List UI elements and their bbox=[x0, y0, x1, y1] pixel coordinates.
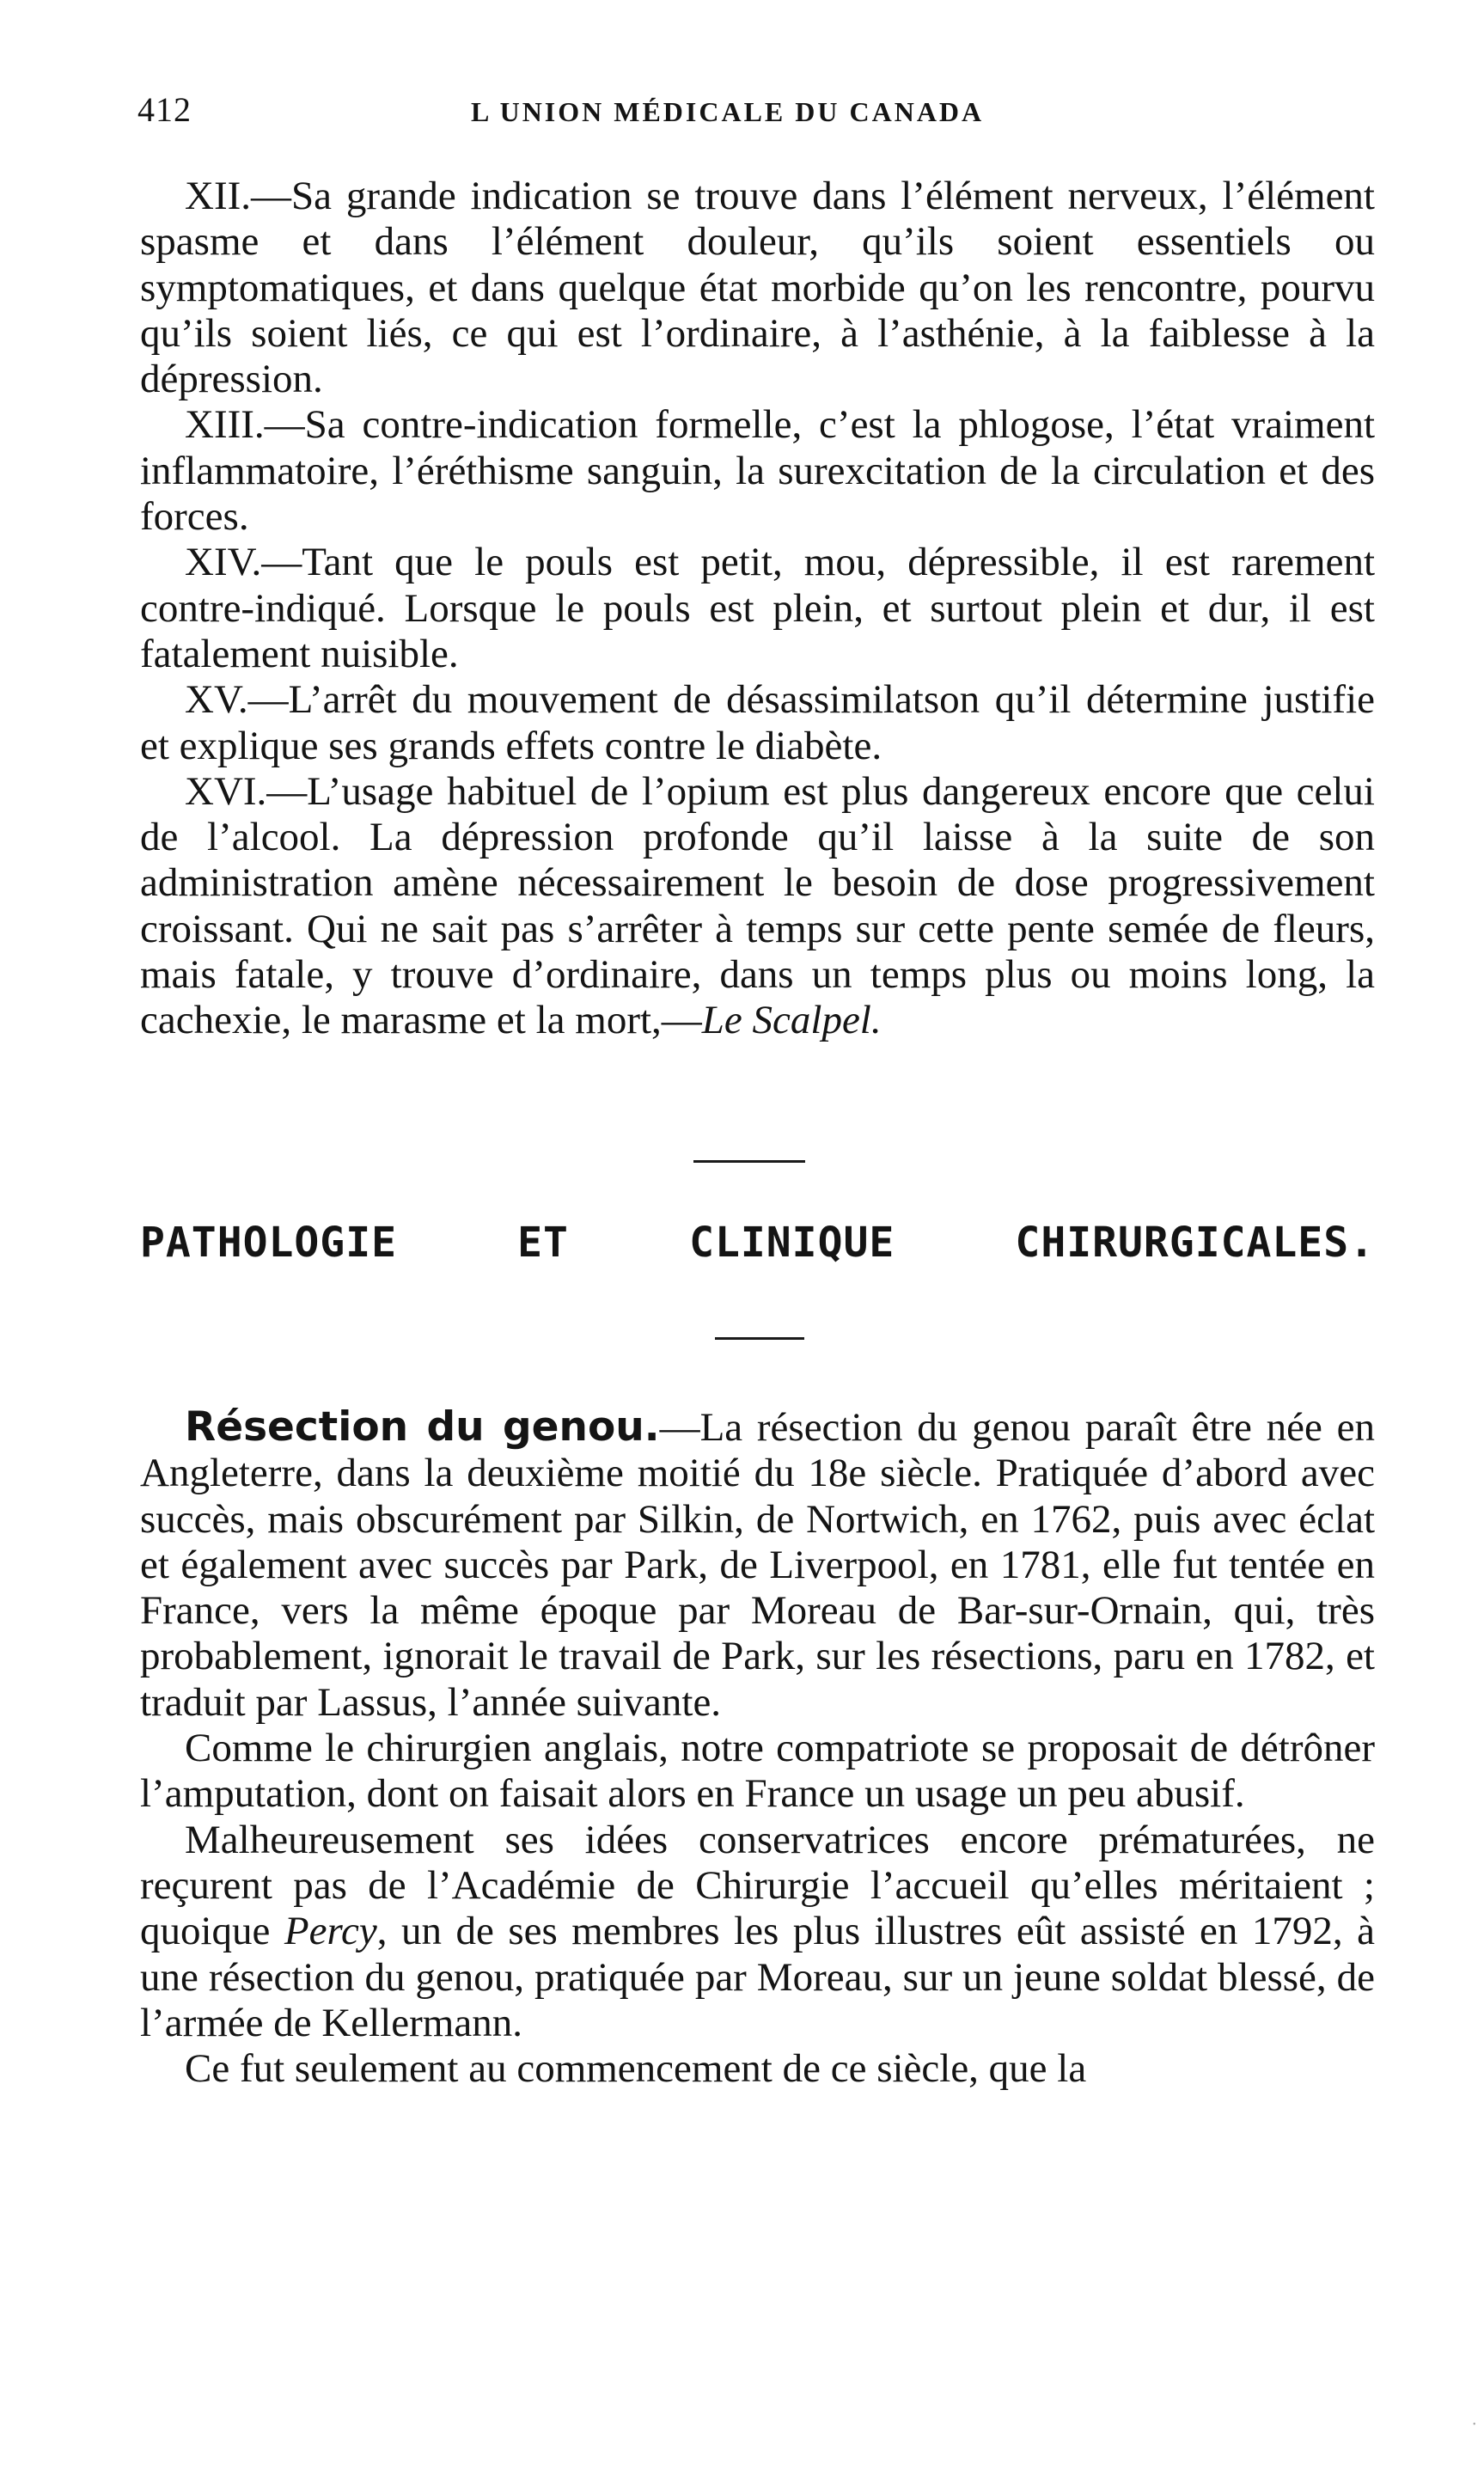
opium-conclusions-section bbox=[140, 174, 1375, 1044]
running-head bbox=[137, 89, 1375, 141]
knee-resection-article bbox=[140, 1404, 1375, 2092]
paragraph-xv: XV.—L’arrêt du mouvement de désassimilatson qu’il détermine justifie et explique ses grands effets contre le diabète. bbox=[140, 677, 1375, 768]
article-paragraph-3-text-end: , un de ses membres les plus illustres eût assisté en 1792, à une résection du genou, pratiquée par Moreau, sur un jeune soldat blessé, de l’armée de Kellermann. bbox=[140, 1909, 1375, 2045]
section-heading: PATHOLOGIE ET CLINIQUE CHIRURGICALES. bbox=[140, 1219, 1375, 1267]
section-divider-top bbox=[693, 1160, 805, 1163]
paragraph-xvi-text: XVI.—L’usage habituel de l’opium est plus dangereux encore que celui de l’alcool. La dépression profonde qu’il laisse à la suite de son administration amène nécessairement le besoin de dose progressivement croissant. Qui ne sait pas s’arrêter à temps sur cette pente semée de fleurs, mais fatale, y trouve d’ordinaire, dans un temps plus ou moins long, la cachexie, le marasme et la mort,— bbox=[140, 768, 1375, 1043]
article-title: Résection du genou. bbox=[185, 1403, 660, 1451]
paragraph-xii: XII.—Sa grande indication se trouve dans l’élément nerveux, l’élément spasme et dans l’élément douleur, qu’ils soient essentiels ou symptomatiques, et dans quelque état morbide qu’on les rencontre, pourvu qu’ils soient liés, ce qui est l’ordinaire, à l’asthénie, à la faiblesse à la dépression. bbox=[140, 174, 1375, 402]
paragraph-xvi bbox=[140, 769, 1375, 1044]
article-paragraph-3-text-start: Malheureusement ses idées conservatrices encore prématurées, ne reçurent pas de l’Académie de Chirurgie l’accueil qu’elles méritaient ; quoique bbox=[140, 1817, 1375, 1954]
source-citation: Le Scalpel. bbox=[701, 998, 882, 1043]
section-divider-bottom bbox=[715, 1337, 804, 1340]
paragraph-xiii: XIII.—Sa contre-indication formelle, c’est la phlogose, l’état vraiment inflammatoire, l’éréthisme sanguin, la surexcitation de la circulation et des forces. bbox=[140, 402, 1375, 540]
article-paragraph-3 bbox=[140, 1818, 1375, 2046]
surgeon-name: Percy bbox=[284, 1909, 377, 1954]
journal-title: L UNION MÉDICALE DU CANADA bbox=[471, 96, 985, 127]
article-paragraph-4: Ce fut seulement au commencement de ce siècle, que la bbox=[185, 2046, 1087, 2092]
article-paragraph-2: Comme le chirurgien anglais, notre compatriote se proposait de détrôner l’amputation, dont on faisait alors en France un usage un peu abusif. bbox=[140, 1726, 1375, 1817]
paragraph-xiv: XIV.—Tant que le pouls est petit, mou, dépressible, il est rarement contre-indiqué. Lorsque le pouls est plein, et surtout plein et dur, il est fatalement nuisible. bbox=[140, 540, 1375, 676]
scan-speck: · bbox=[1471, 2415, 1477, 2434]
article-paragraph-1 bbox=[140, 1404, 1375, 1726]
article-paragraph-1-text: —La résection du genou paraît être née en Angleterre, dans la deuxième moitié du 18e siècle. Pratiquée d’abord avec succès, mais obscurément par Silkin, de Nortwich, en 1762, puis avec éclat et également avec succès par Park, de Liverpool, en 1781, elle fut tentée en France, vers la même époque par Moreau de Bar-sur-Ornain, qui, très probablement, ignorait le travail de Park, sur les résections, paru en 1782, et traduit par Lassus, l’année suivante. bbox=[140, 1405, 1375, 1725]
page-number: 412 bbox=[137, 90, 192, 129]
